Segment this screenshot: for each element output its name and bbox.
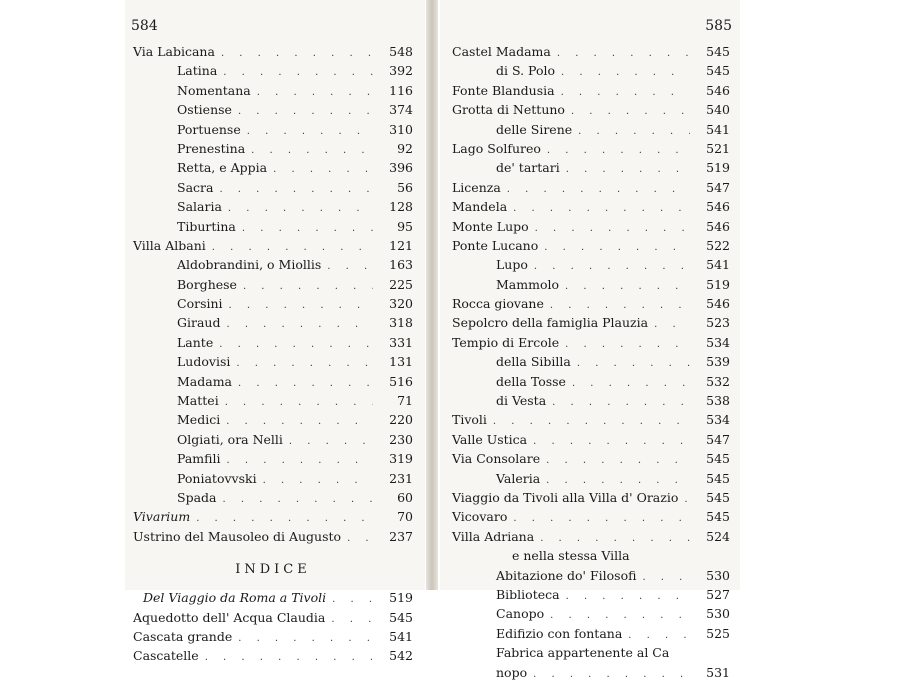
leader-dots <box>222 490 373 509</box>
entry-page-number: 392 <box>389 63 413 79</box>
index-entry <box>452 178 730 197</box>
entry-label: Vicovaro <box>452 509 508 525</box>
index-entry <box>452 275 730 294</box>
leader-dots <box>642 568 690 587</box>
entry-label: Lago Solfureo <box>452 140 541 156</box>
entry-label: Salaria <box>177 199 222 215</box>
index-entry <box>133 313 413 332</box>
index-entry <box>452 372 730 391</box>
leader-dots <box>533 432 690 451</box>
entry-page-number: 541 <box>706 257 730 273</box>
entry-page-number: 548 <box>389 44 413 59</box>
index-entry <box>133 255 413 274</box>
entry-page-number: 310 <box>389 121 413 137</box>
index-entry <box>452 255 730 274</box>
entry-label: Mandela <box>452 199 508 215</box>
entry-page-number: 545 <box>706 44 730 59</box>
leader-dots <box>654 315 690 334</box>
entry-page-number: 546 <box>706 296 730 312</box>
index-entry <box>452 469 730 488</box>
leader-dots <box>242 219 373 238</box>
index-entry <box>133 352 413 371</box>
index-entry <box>452 663 730 682</box>
index-entry <box>452 546 730 565</box>
left-index-entries <box>133 42 413 666</box>
index-entry <box>133 372 413 391</box>
entry-page-number: 163 <box>389 257 413 273</box>
entry-page-number: 534 <box>706 334 730 350</box>
entry-label: Cascata grande <box>133 628 233 644</box>
index-entry <box>133 42 413 61</box>
leader-dots <box>332 590 373 609</box>
entry-label: della Tosse <box>496 373 566 389</box>
book-gutter <box>426 0 438 590</box>
entry-page-number: 231 <box>389 470 413 486</box>
entry-label: Sepolcro della famiglia Plauzia <box>452 315 649 331</box>
leader-dots <box>566 160 690 179</box>
leader-dots <box>572 374 690 393</box>
entry-label: Ustrino del Mausoleo di Augusto <box>133 528 342 544</box>
entry-page-number: 516 <box>389 373 413 389</box>
entry-page-number: 546 <box>706 82 730 98</box>
entry-label: Castel Madama <box>452 44 551 59</box>
leader-dots <box>507 180 690 199</box>
leader-dots <box>578 122 690 141</box>
entry-label: Poniatovvski <box>177 470 257 486</box>
leader-dots <box>243 277 373 296</box>
index-entry <box>133 139 413 158</box>
entry-page-number: 530 <box>706 606 730 622</box>
entry-page-number: 225 <box>389 276 413 292</box>
index-entry <box>452 449 730 468</box>
leader-dots <box>205 648 373 667</box>
entry-page-number: 532 <box>706 373 730 389</box>
entry-label: Edifizio con fontana <box>496 625 623 641</box>
index-entry <box>133 469 413 488</box>
index-entry <box>133 197 413 216</box>
leader-dots <box>561 83 690 102</box>
entry-page-number: 70 <box>397 509 413 525</box>
entry-page-number: 541 <box>389 628 413 644</box>
entry-page-number: 521 <box>706 140 730 156</box>
entry-label: della Sibilla <box>496 354 571 370</box>
index-entry <box>452 643 730 662</box>
entry-page-number: 374 <box>389 102 413 118</box>
entry-page-number: 396 <box>389 160 413 176</box>
index-entry <box>133 275 413 294</box>
entry-page-number: 546 <box>706 218 730 234</box>
index-entry <box>452 507 730 526</box>
leader-dots <box>544 238 690 257</box>
entry-label: Via Consolare <box>452 451 541 467</box>
leader-dots <box>219 335 373 354</box>
entry-label: Corsini <box>177 296 223 312</box>
index-entry <box>133 627 413 646</box>
entry-label: Fabrica appartenente al Ca <box>496 645 670 661</box>
entry-page-number: 525 <box>706 625 730 641</box>
entry-page-number: 538 <box>706 393 730 409</box>
entry-label: Latina <box>177 63 218 79</box>
entry-label: Villa Adriana <box>452 528 535 544</box>
index-entry <box>133 61 413 80</box>
leader-dots <box>561 63 690 82</box>
index-entry <box>133 507 413 526</box>
leader-dots <box>533 665 690 684</box>
index-entry <box>133 410 413 429</box>
leader-dots <box>219 180 373 199</box>
index-entry <box>452 527 730 546</box>
index-entry <box>452 488 730 507</box>
index-entry <box>452 566 730 585</box>
entry-label: Ludovisi <box>177 354 231 370</box>
entry-label: Abitazione do' Filosofi <box>496 567 637 583</box>
index-entry <box>133 294 413 313</box>
index-entry <box>452 585 730 604</box>
index-entry <box>452 81 730 100</box>
entry-page-number: 542 <box>389 648 413 664</box>
entry-label: Spada <box>177 489 217 505</box>
leader-dots <box>552 393 690 412</box>
index-entry <box>133 120 413 139</box>
entry-label: Nomentana <box>177 82 251 98</box>
entry-page-number: 545 <box>706 451 730 467</box>
entry-label: di S. Polo <box>496 63 555 79</box>
entry-label: Canopo <box>496 606 545 622</box>
index-entry <box>133 236 413 255</box>
entry-label: Rocca giovane <box>452 296 544 312</box>
index-entry <box>133 527 413 546</box>
leader-dots <box>289 432 373 451</box>
index-entry <box>452 139 730 158</box>
entry-label: Portuense <box>177 121 241 137</box>
index-entry <box>452 217 730 236</box>
entry-page-number: 545 <box>706 63 730 79</box>
index-entry <box>133 391 413 410</box>
leader-dots <box>238 102 373 121</box>
entry-page-number: 530 <box>706 567 730 583</box>
index-entry <box>133 488 413 507</box>
leader-dots <box>238 374 373 393</box>
entry-page-number: 95 <box>397 218 413 234</box>
entry-page-number: 545 <box>706 509 730 525</box>
entry-label: Medici <box>177 412 221 428</box>
right-page-number: 585 <box>705 18 732 34</box>
entry-page-number: 237 <box>389 528 413 544</box>
index-entry <box>133 449 413 468</box>
index-entry <box>133 646 413 665</box>
entry-page-number: 121 <box>389 237 413 253</box>
entry-label: Viaggio da Tivoli alla Villa d' Orazio <box>452 489 679 505</box>
entry-label: Valeria <box>496 470 541 486</box>
entry-page-number: 547 <box>706 179 730 195</box>
entry-label: Lupo <box>496 257 528 273</box>
entry-label: Madama <box>177 373 233 389</box>
entry-label: Tempio di Ercole <box>452 334 560 350</box>
entry-label: delle Sirene <box>496 121 573 137</box>
left-page <box>125 0 425 664</box>
leader-dots <box>273 160 373 179</box>
index-entry <box>452 410 730 429</box>
index-entry <box>133 608 413 627</box>
index-entry <box>452 430 730 449</box>
entry-label: Licenza <box>452 179 501 195</box>
leader-dots <box>577 354 690 373</box>
index-entry <box>452 120 730 139</box>
leader-dots <box>565 277 690 296</box>
entry-page-number: 519 <box>706 160 730 176</box>
leader-dots <box>513 199 690 218</box>
leader-dots <box>684 490 690 509</box>
index-entry <box>452 42 730 61</box>
entry-page-number: 534 <box>706 412 730 428</box>
entry-label: Mammolo <box>496 276 560 292</box>
entry-label: e nella stessa Villa <box>512 548 630 564</box>
entry-page-number: 539 <box>706 354 730 370</box>
index-subheading <box>133 588 413 607</box>
entry-page-number: 331 <box>389 334 413 350</box>
index-entry <box>452 197 730 216</box>
entry-label: Retta, e Appia <box>177 160 268 176</box>
entry-label: Monte Lupo <box>452 218 529 234</box>
index-entry <box>133 333 413 352</box>
leader-dots <box>513 509 690 528</box>
entry-label: Biblioteca <box>496 586 560 602</box>
entry-page-number: 60 <box>397 489 413 505</box>
right-index-entries <box>452 42 730 682</box>
leader-dots <box>236 354 373 373</box>
entry-page-number: 547 <box>706 431 730 447</box>
entry-label: Fonte Blandusia <box>452 82 555 98</box>
index-entry <box>452 604 730 623</box>
entry-label: de' tartari <box>496 160 560 176</box>
entry-page-number: 116 <box>389 82 413 98</box>
leader-dots <box>565 335 690 354</box>
entry-label: nopo <box>496 664 528 680</box>
entry-label: Villa Albani <box>133 237 206 253</box>
entry-page-number: 92 <box>397 140 413 156</box>
entry-page-number: 71 <box>397 393 413 409</box>
entry-page-number: 545 <box>706 489 730 505</box>
entry-label: Tiburtina <box>177 218 236 234</box>
leader-dots <box>571 102 690 121</box>
entry-label: Sacra <box>177 179 214 195</box>
index-entry <box>133 217 413 236</box>
entry-page-number: 230 <box>389 431 413 447</box>
index-entry <box>452 158 730 177</box>
leader-dots <box>327 257 373 276</box>
index-entry <box>452 391 730 410</box>
entry-page-number: 56 <box>397 179 413 195</box>
index-entry <box>133 430 413 449</box>
entry-page-number: 545 <box>389 609 413 625</box>
entry-page-number: 540 <box>706 102 730 118</box>
leader-dots <box>263 471 373 490</box>
leader-dots <box>229 296 373 315</box>
entry-page-number: 131 <box>389 354 413 370</box>
entry-label: Olgiati, ora Nelli <box>177 431 283 447</box>
leader-dots <box>238 629 373 648</box>
entry-label: di Vesta <box>496 393 547 409</box>
index-entry <box>452 100 730 119</box>
entry-label: Valle Ustica <box>452 431 528 447</box>
entry-label: Ostiense <box>177 102 232 118</box>
index-entry <box>452 333 730 352</box>
entry-label: Borghese <box>177 276 237 292</box>
index-entry <box>452 294 730 313</box>
entry-page-number: 527 <box>706 586 730 602</box>
entry-label: Vivarium <box>133 509 191 525</box>
entry-label: Via Labicana <box>133 44 215 59</box>
entry-page-number: 522 <box>706 237 730 253</box>
entry-page-number: 318 <box>389 315 413 331</box>
entry-label: Grotta di Nettuno <box>452 102 565 118</box>
subheading-label: Del Viaggio da Roma a Tivoli <box>143 590 327 606</box>
leader-dots <box>546 451 690 470</box>
leader-dots <box>535 219 690 238</box>
entry-label: Mattei <box>177 393 219 409</box>
index-entry <box>133 178 413 197</box>
entry-label: Ponte Lucano <box>452 237 539 253</box>
left-page-number: 584 <box>131 18 158 34</box>
leader-dots <box>226 315 373 334</box>
entry-page-number: 545 <box>706 470 730 486</box>
entry-page-number: 220 <box>389 412 413 428</box>
leader-dots <box>247 122 373 141</box>
leader-dots <box>228 199 373 218</box>
entry-label: Cascatelle <box>133 648 199 664</box>
index-entry <box>452 624 730 643</box>
entry-page-number: 524 <box>706 528 730 544</box>
leader-dots <box>331 610 373 629</box>
index-entry <box>452 313 730 332</box>
entry-page-number: 519 <box>706 276 730 292</box>
leader-dots <box>347 529 373 548</box>
subheading-page: 519 <box>389 590 413 606</box>
index-entry <box>133 81 413 100</box>
entry-page-number: 546 <box>706 199 730 215</box>
leader-dots <box>557 44 690 63</box>
index-entry <box>452 352 730 371</box>
entry-page-number: 523 <box>706 315 730 331</box>
index-entry <box>133 158 413 177</box>
index-heading: INDICE <box>235 562 311 578</box>
entry-page-number: 128 <box>389 199 413 215</box>
entry-page-number: 541 <box>706 121 730 137</box>
index-entry <box>452 61 730 80</box>
entry-page-number: 531 <box>706 664 730 680</box>
entry-label: Giraud <box>177 315 221 331</box>
index-entry <box>133 100 413 119</box>
right-page <box>440 0 740 680</box>
entry-label: Aldobrandini, o Miollis <box>177 257 322 273</box>
leader-dots <box>257 83 373 102</box>
entry-page-number: 320 <box>389 296 413 312</box>
index-entry <box>452 236 730 255</box>
leader-dots <box>221 44 373 63</box>
entry-page-number: 319 <box>389 451 413 467</box>
leader-dots <box>225 393 373 412</box>
entry-label: Aquedotto dell' Acqua Claudia <box>133 609 326 625</box>
entry-label: Tivoli <box>452 412 487 428</box>
entry-label: Lante <box>177 334 214 350</box>
entry-label: Prenestina <box>177 140 246 156</box>
leader-dots <box>547 141 690 160</box>
leader-dots <box>251 141 373 160</box>
entry-label: Pamfili <box>177 451 221 467</box>
